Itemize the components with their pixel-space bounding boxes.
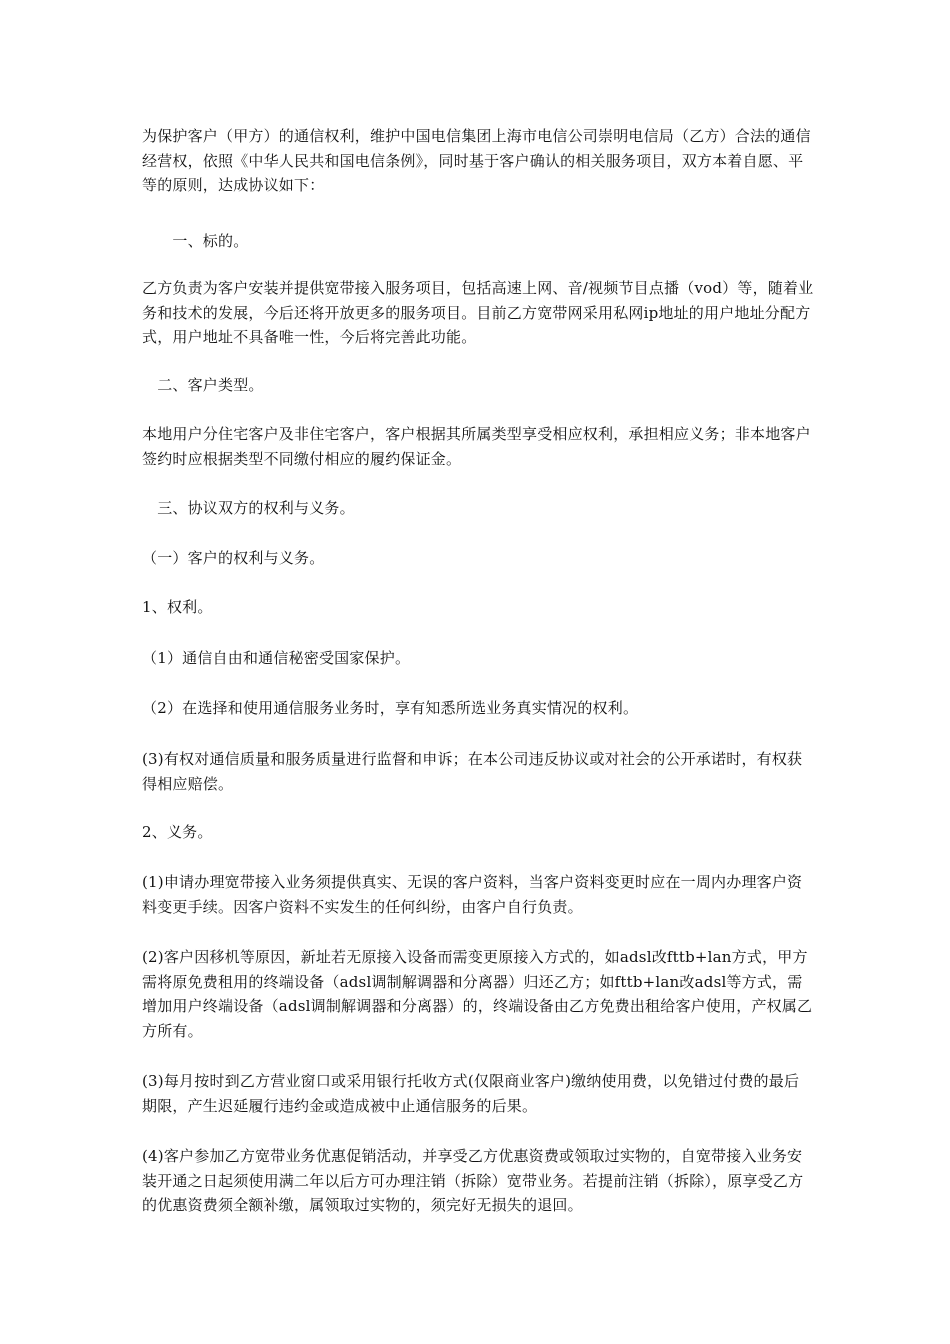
rights-item-3: (3)有权对通信质量和服务质量进行监督和申诉；在本公司违反协议或对社会的公开承诺时，有权获得相应赔偿。 (142, 750, 803, 793)
subsection-heading-customer: （一）客户的权利与义务。 (142, 549, 325, 567)
section-heading-rights-obligations: 三、协议双方的权利与义务。 (142, 499, 355, 517)
obligations-item-4: (4)客户参加乙方宽带业务优惠促销活动，并享受乙方优惠资费或领取过实物的，自宽带接入业务安装开通之日起须使用满二年以后方可办理注销（拆除）宽带业务。若提前注销（拆除），原享受乙方的优惠资费须全额补缴，属领取过实物的，须完好无损失的退回。 (142, 1147, 804, 1214)
obligations-heading: 2、义务。 (142, 823, 213, 841)
preamble-paragraph: 为保护客户（甲方）的通信权利，维护中国电信集团上海市电信公司崇明电信局（乙方）合法的通信经营权，依照《中华人民共和国电信条例》，同时基于客户确认的相关服务项目，双方本着自愿、平等的原则，达成协议如下： (142, 127, 811, 194)
subject-paragraph: 乙方负责为客户安装并提供宽带接入服务项目，包括高速上网、音/视频节目点播（vod）等，随着业务和技术的发展，今后还将开放更多的服务项目。目前乙方宽带网采用私网ip地址的用户地址分配方式，用户地址不具备唯一性，今后将完善此功能。 (142, 279, 814, 346)
obligations-item-1: (1)申请办理宽带接入业务须提供真实、无误的客户资料，当客户资料变更时应在一周内办理客户资料变更手续。因客户资料不实发生的任何纠纷，由客户自行负责。 (142, 873, 803, 916)
obligations-item-2: (2)客户因移机等原因，新址若无原接入设备而需变更原接入方式的，如adsl改fttb+lan方式，甲方需将原免费租用的终端设备（adsl调制解调器和分离器）归还乙方；如fttb+lan改adsl等方式，需增加用户终端设备（adsl调制解调器和分离器）的，终端设备由乙方免费出租给客户使用，产权属乙方所有。 (142, 948, 813, 1040)
section-heading-subject: 一、标的。 (142, 232, 249, 250)
rights-item-2: （2）在选择和使用通信服务业务时，享有知悉所选业务真实情况的权利。 (142, 699, 639, 717)
section-heading-customer-type: 二、客户类型。 (142, 376, 264, 394)
obligations-item-3: (3)每月按时到乙方营业窗口或采用银行托收方式(仅限商业客户)缴纳使用费，以免错过付费的最后期限，产生迟延履行违约金或造成被中止通信服务的后果。 (142, 1072, 800, 1115)
rights-heading: 1、权利。 (142, 598, 213, 616)
rights-item-1: （1）通信自由和通信秘密受国家保护。 (142, 649, 411, 667)
customer-type-paragraph: 本地用户分住宅客户及非住宅客户，客户根据其所属类型享受相应权利，承担相应义务；非本地客户签约时应根据类型不同缴付相应的履约保证金。 (142, 425, 811, 468)
